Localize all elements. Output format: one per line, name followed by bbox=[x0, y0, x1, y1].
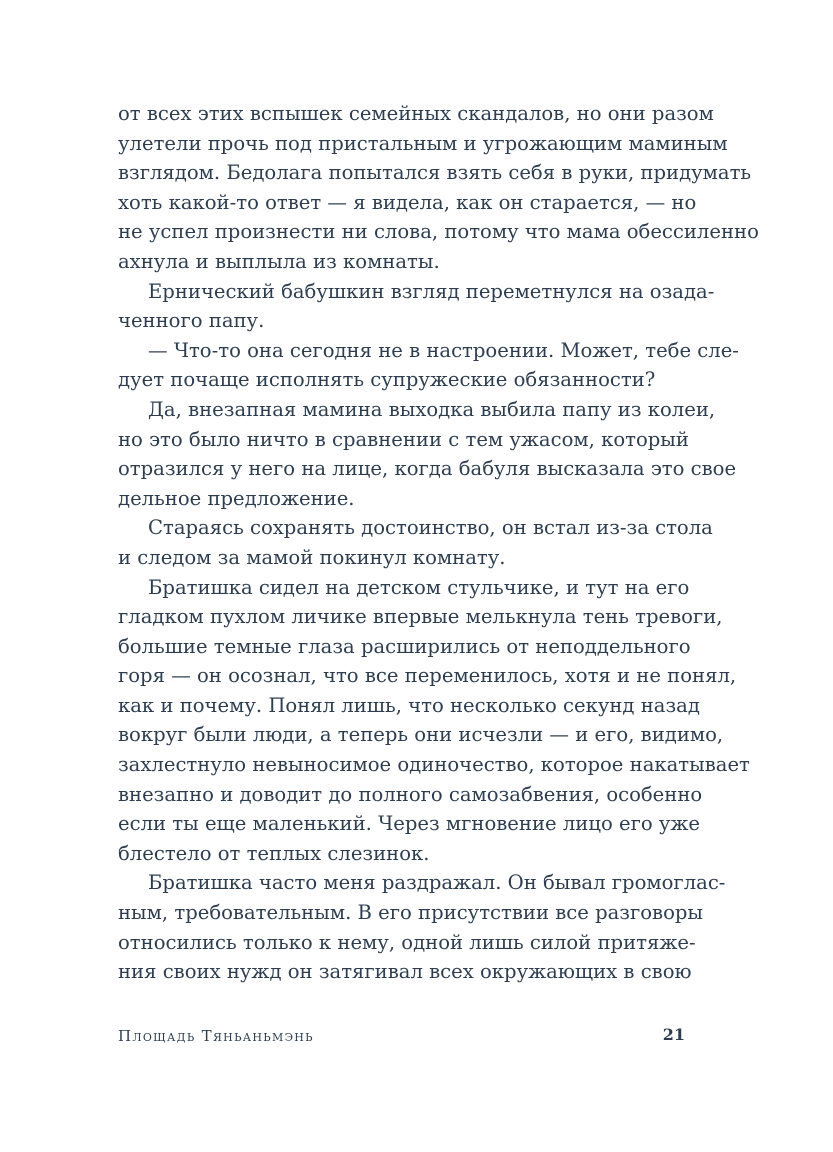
text-line: если ты еще маленький. Через мгновение лицо его уже bbox=[118, 812, 701, 836]
text-line: от всех этих вспышек семейных скандалов, но они разом bbox=[118, 102, 714, 125]
text-line: Братишка часто меня раздражал. Он бывал громоглас- bbox=[148, 871, 726, 895]
text-line: дует почаще исполнять супружеские обязанности? bbox=[118, 368, 656, 392]
text-line: отразился у него на лице, когда бабуля высказала это свое bbox=[118, 457, 737, 481]
text-line: взглядом. Бедолага попытался взять себя в руки, придумать bbox=[118, 161, 752, 185]
text-line: хоть какой-то ответ — я видела, как он старается, — но bbox=[118, 190, 697, 214]
text-line: гладком пухлом личике впервые мелькнула тень тревоги, bbox=[118, 605, 723, 629]
text-line: блестело от теплых слезинок. bbox=[118, 841, 430, 865]
text-line: большие темные глаза расширились от неподдельного bbox=[118, 634, 691, 658]
text-line: как и почему. Понял лишь, что несколько секунд назад bbox=[118, 693, 700, 717]
text-line: Братишка сидел на детском стульчике, и тут на его bbox=[148, 575, 690, 599]
text-line: не успел произнести ни слова, потому что мама обессиленно bbox=[118, 220, 759, 244]
page-body-text bbox=[118, 99, 759, 987]
page-number: 21 bbox=[662, 1025, 685, 1044]
running-footer-title: Площадь Тяньаньмэнь bbox=[118, 1027, 314, 1045]
text-line: и следом за мамой покинул комнату. bbox=[118, 545, 506, 569]
text-line: ахнула и выплыла из комнаты. bbox=[118, 249, 440, 273]
text-line: вокруг были люди, а теперь они исчезли — и его, видимо, bbox=[118, 723, 724, 747]
text-line: Стараясь сохранять достоинство, он встал из-за стола bbox=[148, 516, 713, 540]
text-line: дельное предложение. bbox=[118, 486, 355, 510]
text-line: захлестнуло невыносимое одиночество, которое накатывает bbox=[118, 753, 750, 777]
text-line: Да, внезапная мамина выходка выбила папу из колеи, bbox=[148, 397, 716, 421]
text-line: относились только к нему, одной лишь силой притяже- bbox=[118, 930, 696, 954]
text-line: улетели прочь под пристальным и угрожающим маминым bbox=[118, 131, 728, 155]
text-line: но это было ничто в сравнении с тем ужасом, который bbox=[118, 427, 689, 451]
text-line: ным, требовательным. В его присутствии все разговоры bbox=[118, 901, 704, 925]
text-line: — Что-то она сегодня не в настроении. Может, тебе сле- bbox=[148, 338, 739, 362]
text-line: горя — он осознал, что все переменилось, хотя и не понял, bbox=[118, 664, 737, 688]
text-line: ния своих нужд он затягивал всех окружающих в свою bbox=[118, 960, 692, 984]
text-line: внезапно и доводит до полного самозабвения, особенно bbox=[118, 782, 703, 806]
text-line: ченного папу. bbox=[118, 309, 265, 333]
text-line: Ернический бабушкин взгляд переметнулся на озада- bbox=[148, 279, 715, 303]
